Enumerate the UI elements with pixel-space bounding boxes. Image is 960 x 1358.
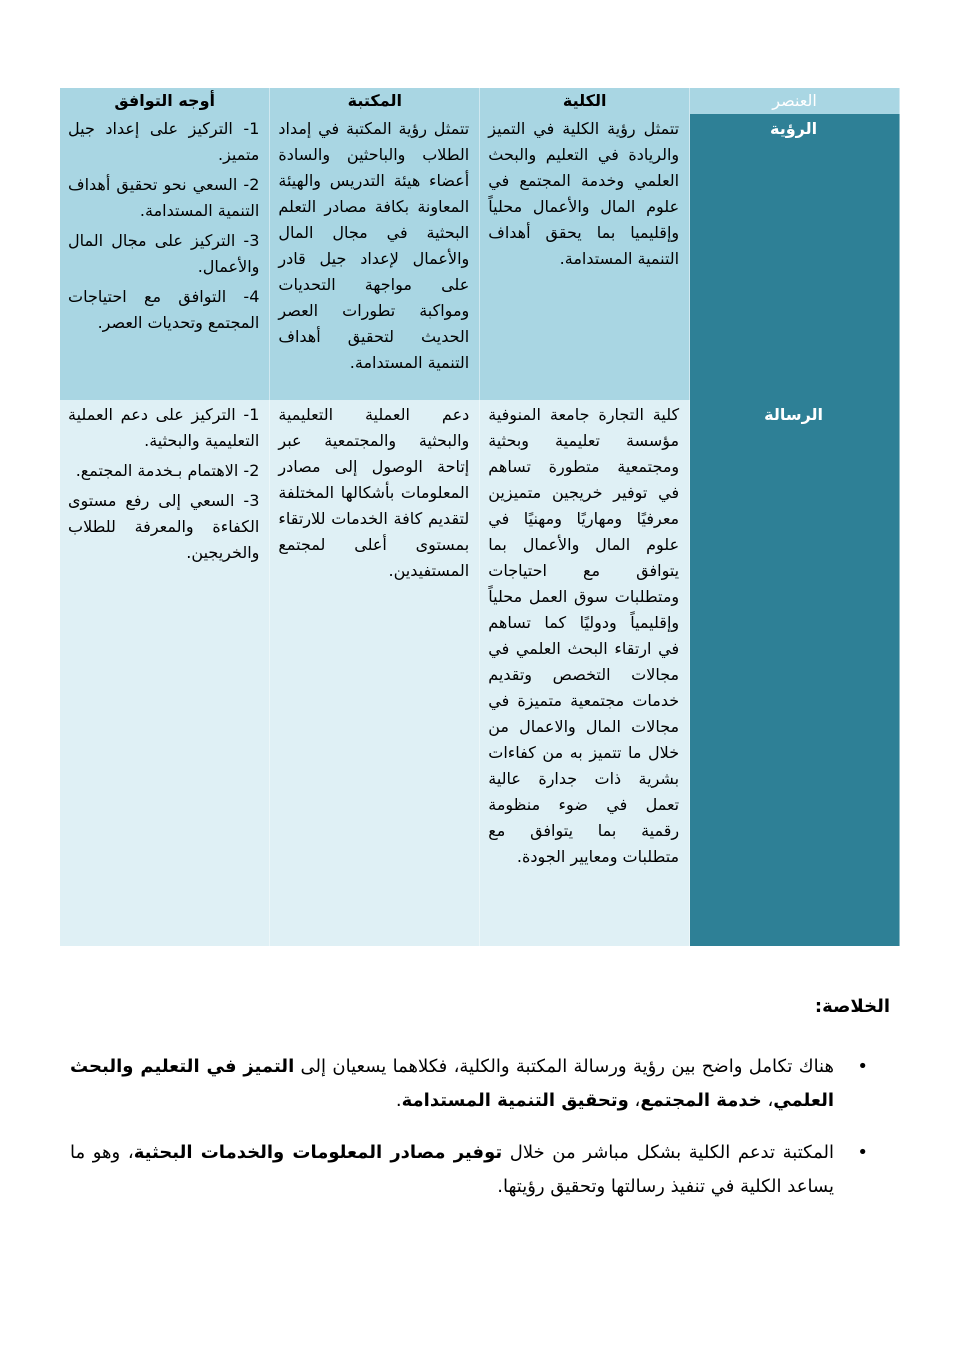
header-alignment: أوجه التوافق	[60, 88, 270, 114]
summary-bullet-1	[70, 1050, 868, 1118]
list-item: 1- التركيز على إعداد جيل متميز.	[68, 119, 260, 164]
row-element-mission: الرسالة	[690, 400, 900, 946]
table-row	[60, 400, 900, 946]
header-element: العنصر	[690, 88, 900, 114]
list-item: 2- السعي نحو تحقيق أهداف التنمية المستدامة.	[68, 175, 260, 220]
cell-library-mission: دعم العملية التعليمية والبحثية والمجتمعية عبر إتاحة الوصول إلى مصادر المعلومات بأشكالها المختلفة لتقديم كافة الخدمات للارتقاء بمستوى أعلى لمجتمع المستفيدين.	[270, 400, 480, 946]
cell-college-mission: كلية التجارة جامعة المنوفية مؤسسة تعليمية وبحثية ومجتمعية متطورة تساهم في توفير خريجين متميزين معرفيًا ومهاريًا ومهنيًا في علوم المال والأعمال بما يتوافق مع احتياجات ومتطلبات سوق العمل محلياً وإقليمياً ودوليًا كما تساهم في ارتقاء البحث العلمي في مجالات التخصص وتقديم خدمات مجتمعية متميزة في مجالات المال والاعمال من خلال ما تتميز به من كفاءات بشرية ذات جدارة عالية تعمل في ضوء منظومة رقمية بما يتوافق مع متطلبات ومعايير الجودة.	[480, 400, 690, 946]
bullet-icon: •	[857, 1056, 868, 1077]
header-library: المكتبة	[270, 88, 480, 114]
summary-list	[70, 1050, 868, 1222]
bold-text: توفير مصادر المعلومات والخدمات البحثية	[133, 1142, 503, 1163]
row-element-vision: الرؤية	[690, 114, 900, 400]
table-header-row	[60, 88, 900, 114]
summary-bullet-2	[70, 1136, 868, 1204]
bold-text: خدمة المجتمع	[640, 1090, 762, 1111]
header-college: الكلية	[480, 88, 690, 114]
cell-alignment-mission	[60, 400, 270, 946]
summary-title: الخلاصة:	[814, 996, 890, 1017]
text-span: .	[395, 1090, 402, 1111]
table-row	[60, 114, 900, 400]
bold-text: وتحقيق التنمية المستدامة	[401, 1090, 629, 1111]
list-item: 2- الاهتمام بـخدمة المجتمع.	[75, 461, 260, 480]
alignment-list	[68, 402, 259, 566]
text-span: هناك تكامل واضح بين رؤية ورسالة المكتبة والكلية، فكلاهما يسعيان إلى	[294, 1056, 834, 1077]
comparison-table	[60, 88, 900, 946]
text-span: ،	[761, 1090, 774, 1111]
text-span: ،	[628, 1090, 641, 1111]
list-item: 3- السعي إلى رفع مستوى الكفاءة والمعرفة للطلاب والخريجين.	[68, 491, 260, 562]
list-item: 1- التركيز على دعم العملية التعليمية والبحثية.	[68, 405, 260, 450]
bullet-icon: •	[857, 1142, 868, 1163]
cell-alignment-vision	[60, 114, 270, 400]
text-span: المكتبة تدعم الكلية بشكل مباشر من خلال	[502, 1142, 834, 1163]
text-span: ، وهو ما يساعد الكلية في تنفيذ رسالتها وتحقيق رؤيتها.	[70, 1142, 834, 1197]
alignment-list	[68, 116, 259, 336]
bold-text: التميز في التعليم والبحث العلمي	[70, 1056, 834, 1111]
cell-library-vision: تتمثل رؤية المكتبة في إمداد الطلاب والباحثين والسادة أعضاء هيئة التدريس والهيئة المعاونة بكافة مصادر التعلم البحثية في مجال المال والأعمال لإعداد جيل قادر على مواجهة التحديات ومواكبة تطورات العصر الحديث لتحقيق أهداف التنمية المستدامة.	[270, 114, 480, 400]
cell-college-vision: تتمثل رؤية الكلية في التميز والريادة في التعليم والبحث العلمي وخدمة المجتمع في علوم المال والأعمال محلياً وإقليميا بما يحقق أهداف التنمية المستدامة.	[480, 114, 690, 400]
list-item: 3- التركيز على مجال المال والأعمال.	[68, 231, 260, 276]
list-item: 4- التوافق مع احتياجات المجتمع وتحديات العصر.	[68, 287, 260, 332]
